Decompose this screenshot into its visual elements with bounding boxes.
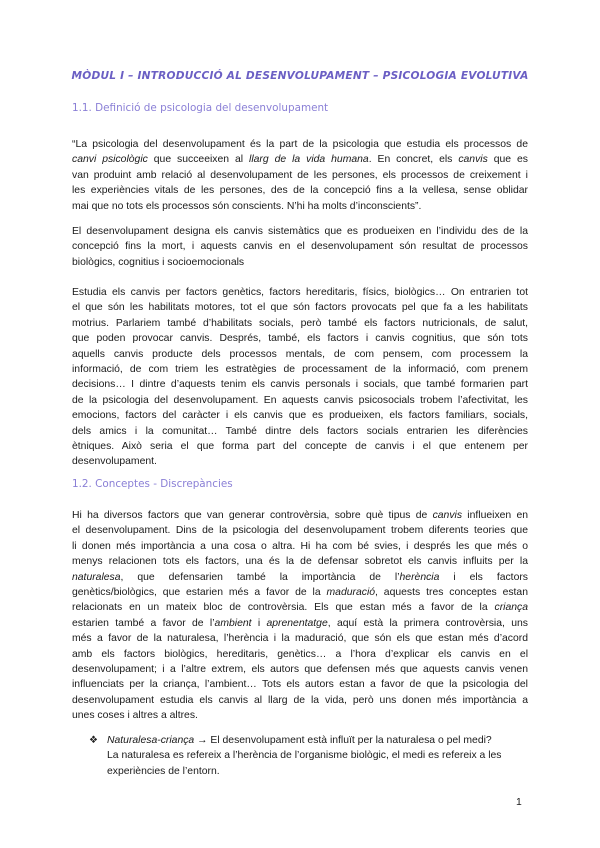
text-line: les experiències vitals de les persones, des de la concepció fins a la vellesa, sense oblidar [72,185,528,197]
text-line: ètniques. Això seria el que forma part del concepte de canvis i el que entenem per [72,441,528,453]
text-line: relacionats en un mateix bloc de controvèrsia. Els que estan més a favor de la criança [72,602,528,614]
text-line: genètics/biològics, que estarien més a favor de la maduració, aquests tres conceptes estan [72,587,528,599]
paragraph-development-definition [72,224,528,270]
text-line: biològics, cognitius i socioemocionals [72,256,245,268]
text-line: desenvolupament estudia els canvis al llarg de la vida, però uns donen més importància a [72,694,528,706]
text-line: el que són les habilitats motores, tot el que són factors provocats pel que fa a les habilitats [72,302,528,314]
text-line: Naturalesa-criança → El desenvolupament està influït per la naturalesa o pel medi? [107,735,492,746]
text-line: més a favor de la naturalesa, l’herència i la maduració, que són els que estan més d’acord [72,633,528,645]
text-line: el desenvolupament. Dins de la psicologia del desenvolupament trobem diferents teories que [72,525,528,537]
text-line: estarien també a favor de l’ambient i aprenentatge, aquí està la primera controvèrsia, uns [72,617,528,629]
text-line: naturalesa, que defensarien també la importància de l’herència i els factors [72,571,528,583]
text-line: La naturalesa es refereix a l’herència de l’organisme biològic, el medi es refereix a les [107,750,502,762]
text-line: motrius. Parlariem també d’habilitats socials, però també els factors nutricionals, de salut, [72,317,528,329]
text-line: emocions, factors del caràcter i els canvis que es produeixen, els factors familiars, socials, [72,410,528,422]
text-line: Hi ha diversos factors que van generar controvèrsia, sobre què tipus de canvis influeixen en [72,510,529,521]
text-line: desenvolupament; i a l’altre extrem, els autors que defensen més que aquests canvis venen [72,664,528,676]
text-line: mai que no tots els processos són conscients. N’hi ha molts d’inconscients”. [72,200,422,212]
text-line: dels amics i la comunitat… També dintre dels factors socials entrarien les diferències [72,425,528,437]
paragraph-controversies [72,508,528,724]
text-line: aquells canvis producte dels processos mentals, de com pensem, com processem la [72,348,528,360]
bullet-nature-nurture [107,733,528,779]
paragraph-factors [72,285,528,470]
diamond-bullet-icon: ❖ [89,735,98,746]
page-number: 1 [516,797,522,808]
module-title: MÒDUL I – INTRODUCCIÓ AL DESENVOLUPAMENT – PSICOLOGIA EVOLUTIVA [71,70,529,82]
text-line: amb els factors biològics, hereditaris, genètics… a l’hora d’explicar els canvis en el [72,648,528,660]
text-line: informació, de com triem les estratègies de processament de la informació, com prenem [72,364,528,376]
text-line: concepció fins la mort, i aquests canvis en el desenvolupament són resultat de processos [72,241,528,253]
text-line: El desenvolupament designa els canvis sistemàtics que es produeixen en l’individu des de la [72,226,528,237]
text-line: que poden provocar canvis. Després, també, els factors i canvis cognitius, que són tots [72,333,528,345]
text-line: decisions… I dintre d’aquests tenim els canvis personals i socials, que també formarien part [72,379,528,391]
text-line: Estudia els canvis per factors genètics, factors hereditaris, físics, biològics… On entrarien tot [72,287,528,298]
text-line: unes coses i altres a altres. [72,710,198,722]
text-line: “La psicologia del desenvolupament és la part de la psicologia que estudia els processos de [72,139,528,150]
text-line: li donen més importància a una cosa o altra. Hi ha com bé svies, i després les que més o [72,540,528,552]
text-line: van produint amb relació al desenvolupament de les persones, els processos de creixement i [72,169,528,181]
text-line: de la psicologia del desenvolupament. En aquests canvis psicosocials trobem l’afectivitat, les [72,394,528,406]
section-heading-1-1: 1.1. Definició de psicologia del desenvolupament [72,102,329,114]
text-line: experiències de l’entorn. [107,765,220,777]
section-heading-1-2: 1.2. Conceptes - Discrepàncies [72,478,233,490]
text-line: desenvolupament. [72,456,157,468]
paragraph-definition-quote [72,137,528,214]
text-line: canvi psicològic que succeeixen al llarg de la vida humana. En concret, els canvis que es [72,154,528,166]
text-line: menys relacionen tots els factors, una és la de defensar sobretot els canvis influits per la [72,556,528,568]
text-line: influenciats per la criança, l’ambient… Tots els autors estan a favor de que la psicologia del [72,679,528,691]
